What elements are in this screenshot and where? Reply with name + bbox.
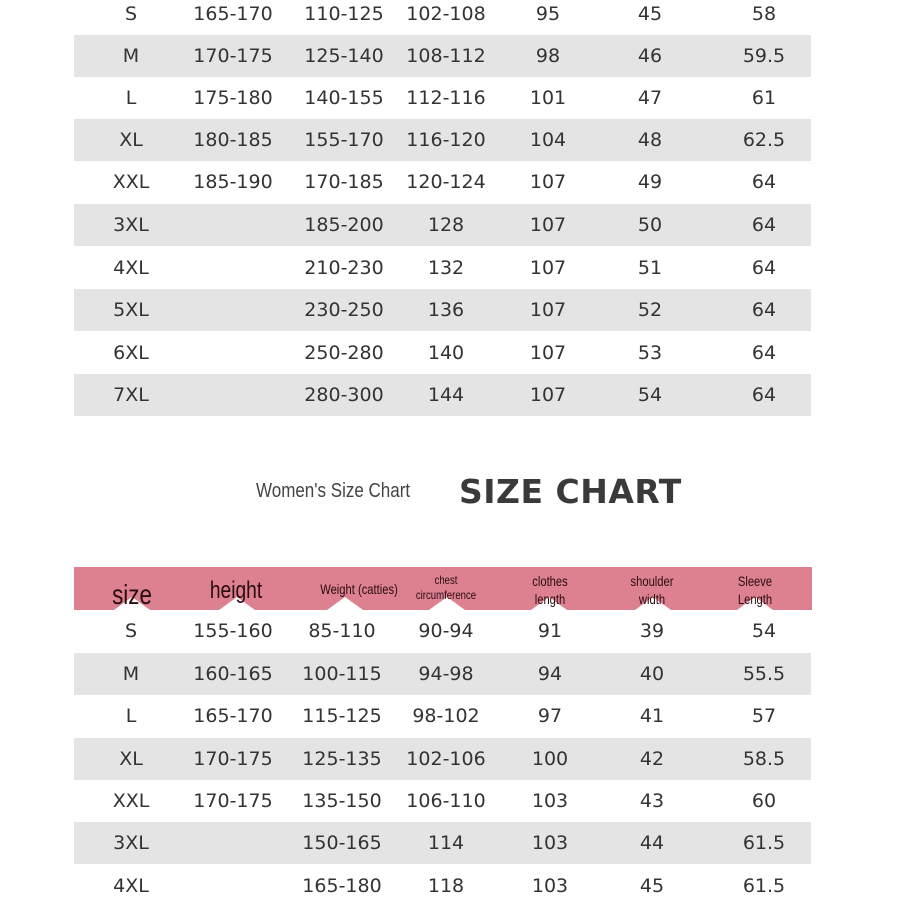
size-label: XL [119,748,143,770]
table-cell: 100 [531,748,569,770]
header-sleeve-line1: Sleeve [737,573,773,589]
womens-size-chart-title: Women's Size Chart [256,480,411,502]
size-label: M [122,45,140,67]
header-size: size [112,579,152,610]
size-chart-title: SIZE CHART [459,472,682,511]
table-cell: 185-190 [193,171,273,193]
table-cell: 64 [751,384,777,406]
table-cell: 106-110 [406,790,486,812]
header-sleeve-line2: Length [737,590,773,607]
table-cell: 250-280 [304,342,384,364]
table-cell: 180-185 [193,129,273,151]
table-cell: 57 [751,705,777,727]
header-shoulder-width [631,573,674,608]
table-cell: 116-120 [406,129,486,151]
table-cell: 101 [529,87,567,109]
table-cell: 94 [537,663,563,685]
table-cell: 160-165 [193,663,273,685]
table-cell: 64 [751,342,777,364]
table-cell: 102-106 [406,748,486,770]
size-label: M [122,663,140,685]
table-cell: 98 [535,45,561,67]
table-row [74,119,811,161]
table-cell: 60 [751,790,777,812]
table-row [74,247,811,289]
table-cell: 107 [529,257,567,279]
size-label: L [125,87,137,109]
table-row [74,332,811,374]
table-cell: 64 [751,171,777,193]
table-cell: 97 [537,705,563,727]
table-cell: 185-200 [304,214,384,236]
table-cell: 90-94 [418,620,474,642]
table-cell: 58.5 [742,748,786,770]
table-cell: 103 [531,875,569,897]
header-sleeve-length [738,573,772,608]
table-cell: 61.5 [742,875,786,897]
table-cell: 85-110 [308,620,376,642]
table-cell: 103 [531,832,569,854]
header-chest [416,573,476,603]
table-cell: 170-175 [193,790,273,812]
chart-titles [0,470,900,520]
table-cell: 48 [637,129,663,151]
size-label: 7XL [113,384,149,406]
table-row [74,35,811,77]
size-label: S [124,3,138,25]
size-label: 3XL [113,214,149,236]
table-row [74,0,811,35]
table-row [74,77,811,119]
table-cell: 128 [427,214,465,236]
table-cell: 115-125 [302,705,382,727]
table-cell: 210-230 [304,257,384,279]
size-label: 3XL [113,832,149,854]
table-cell: 50 [637,214,663,236]
table-cell: 47 [637,87,663,109]
header-clothes-line2: length [534,590,566,607]
table-cell: 59.5 [742,45,786,67]
table-cell: 64 [751,214,777,236]
table-row [74,738,811,780]
table-cell: 107 [529,214,567,236]
table-cell: 112-116 [406,87,486,109]
table-cell: 45 [639,875,665,897]
table-cell: 61.5 [742,832,786,854]
table-cell: 140 [427,342,465,364]
table-row [74,695,811,737]
table-cell: 165-170 [193,3,273,25]
header-shoulder-line2: width [638,590,666,607]
table-row [74,610,811,652]
table-cell: 140-155 [304,87,384,109]
header-clothes-line1: clothes [532,573,568,589]
header-notch [327,597,363,610]
table-cell: 42 [639,748,665,770]
table-cell: 91 [537,620,563,642]
table-cell: 54 [751,620,777,642]
table-cell: 132 [427,257,465,279]
table-cell: 107 [529,299,567,321]
table-cell: 102-108 [406,3,486,25]
table-cell: 150-165 [302,832,382,854]
table-cell: 64 [751,257,777,279]
table-cell: 43 [639,790,665,812]
table-cell: 44 [639,832,665,854]
table-cell: 107 [529,171,567,193]
table-cell: 170-175 [193,748,273,770]
table-cell: 155-170 [304,129,384,151]
table-cell: 64 [751,299,777,321]
table-cell: 95 [535,3,561,25]
header-chest-line2: circumference [415,588,477,602]
table-cell: 46 [637,45,663,67]
size-label: XXL [112,790,150,812]
table-cell: 62.5 [742,129,786,151]
table-cell: 94-98 [418,663,474,685]
table-cell: 118 [427,875,465,897]
size-label: 6XL [113,342,149,364]
header-height: height [209,577,263,604]
header-shoulder-line1: shoulder [630,573,674,589]
header-clothes-length [532,573,567,608]
table-cell: 136 [427,299,465,321]
table-cell: 155-160 [193,620,273,642]
table-cell: 165-180 [302,875,382,897]
table-row [74,780,811,822]
table-cell: 49 [637,171,663,193]
size-label: 4XL [113,875,149,897]
table-row [74,161,811,203]
table-cell: 125-140 [304,45,384,67]
table-cell: 100-115 [302,663,382,685]
table-cell: 104 [529,129,567,151]
table-cell: 170-175 [193,45,273,67]
size-label: XL [119,129,143,151]
table-cell: 52 [637,299,663,321]
table-cell: 170-185 [304,171,384,193]
table-cell: 135-150 [302,790,382,812]
table-cell: 58 [751,3,777,25]
table-cell: 114 [427,832,465,854]
table-cell: 110-125 [304,3,384,25]
women-table-header [74,567,812,610]
table-cell: 39 [639,620,665,642]
size-label: 4XL [113,257,149,279]
table-cell: 108-112 [406,45,486,67]
table-cell: 120-124 [406,171,486,193]
table-row [74,822,811,864]
table-row [74,374,811,416]
table-cell: 230-250 [304,299,384,321]
table-cell: 51 [637,257,663,279]
table-cell: 61 [751,87,777,109]
table-cell: 55.5 [742,663,786,685]
table-cell: 107 [529,342,567,364]
table-cell: 98-102 [412,705,480,727]
header-weight: Weight (catties) [320,581,398,597]
table-cell: 53 [637,342,663,364]
size-label: S [124,620,138,642]
table-row [74,204,811,246]
table-cell: 144 [427,384,465,406]
size-label: 5XL [113,299,149,321]
table-row [74,653,811,695]
table-row [74,865,811,907]
size-label: L [125,705,137,727]
table-cell: 41 [639,705,665,727]
table-cell: 165-170 [193,705,273,727]
table-cell: 54 [637,384,663,406]
table-cell: 107 [529,384,567,406]
table-cell: 175-180 [193,87,273,109]
table-cell: 280-300 [304,384,384,406]
table-cell: 45 [637,3,663,25]
size-label: XXL [112,171,150,193]
header-chest-line1: chest [434,573,458,587]
table-cell: 125-135 [302,748,382,770]
table-row [74,289,811,331]
table-cell: 103 [531,790,569,812]
table-cell: 40 [639,663,665,685]
